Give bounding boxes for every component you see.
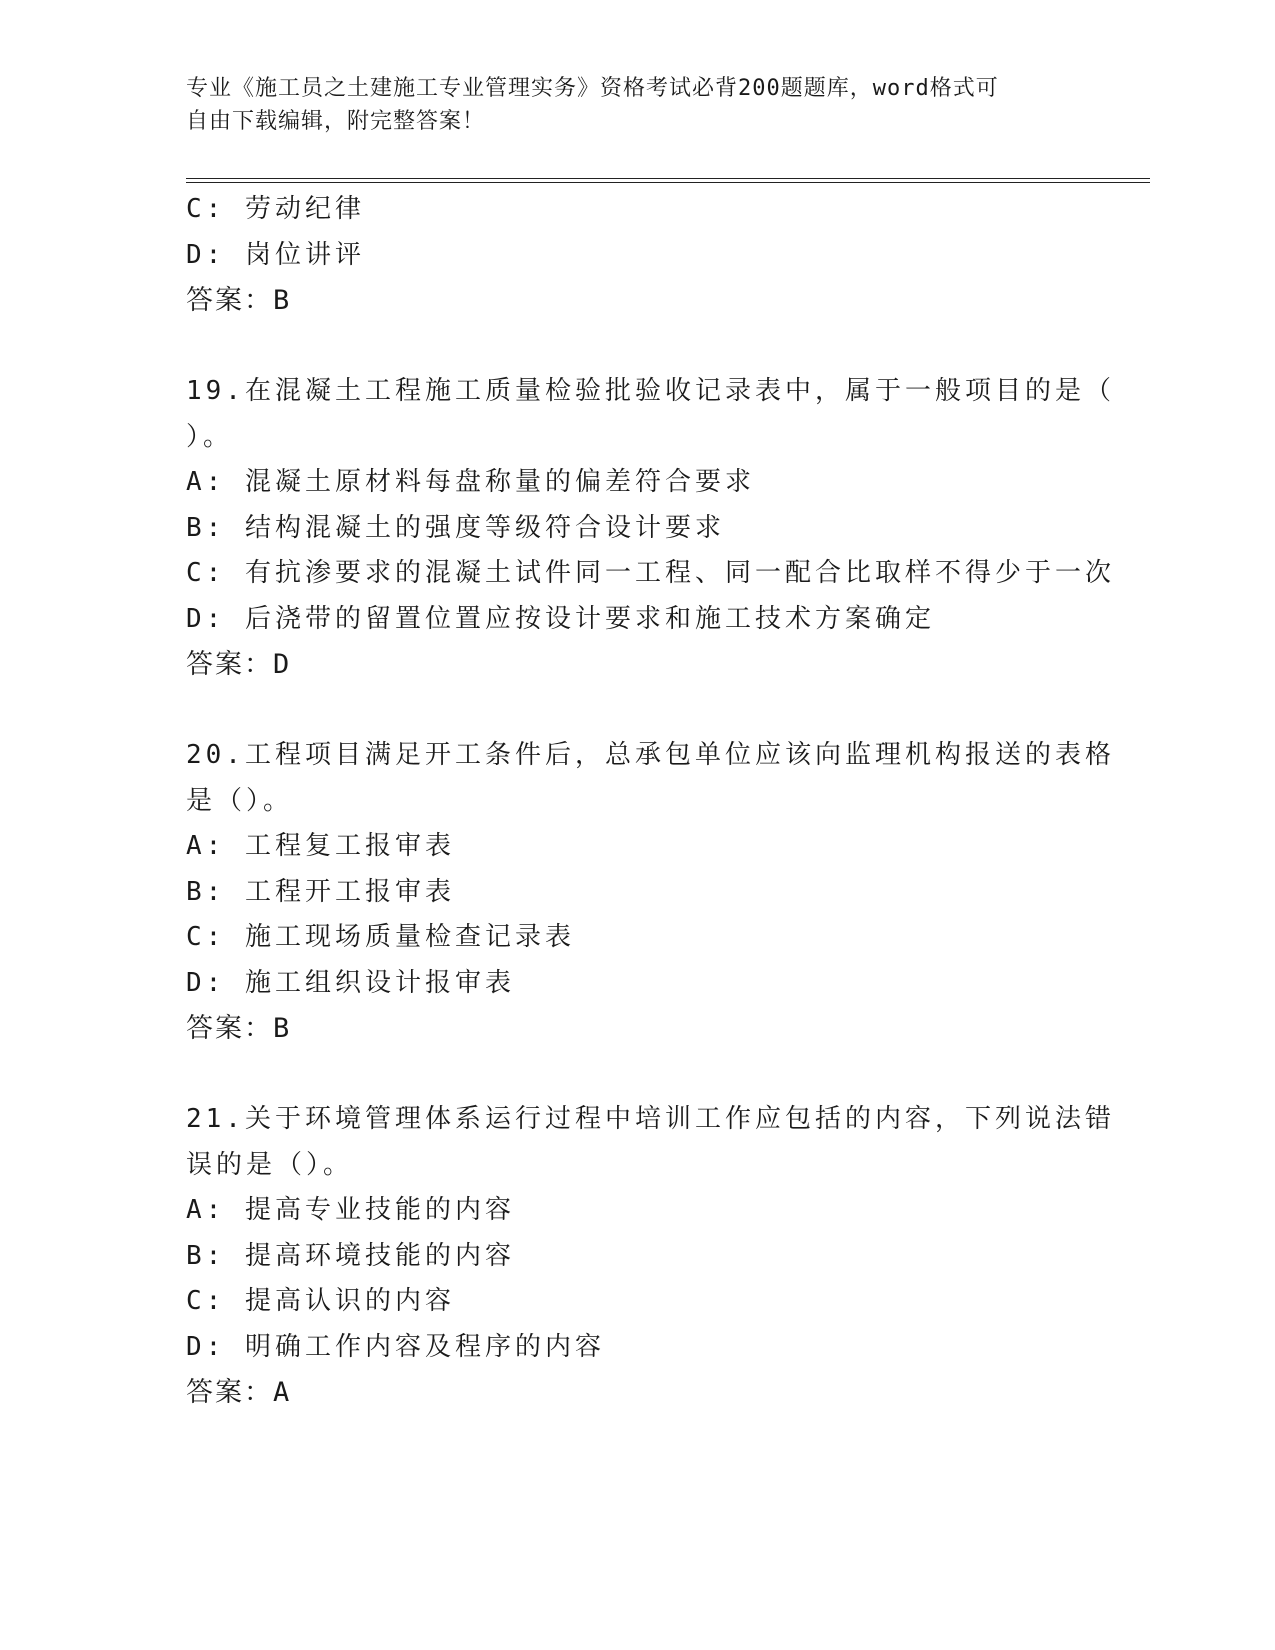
option-d: D: 明确工作内容及程序的内容 bbox=[186, 1331, 605, 1362]
answer-line: 答案：B bbox=[186, 285, 292, 316]
question-stem-line-1: 19.在混凝土工程施工质量检验批验收记录表中，属于一般项目的是（ bbox=[186, 376, 1115, 406]
option-c: C: 有抗渗要求的混凝土试件同一工程、同一配合比取样不得少于一次 bbox=[186, 558, 1115, 588]
answer-line: 答案：A bbox=[186, 1377, 292, 1408]
question-21 bbox=[186, 1097, 1115, 1416]
option-b: B: 结构混凝土的强度等级符合设计要求 bbox=[186, 512, 725, 543]
question-stem-line-1: 20.工程项目满足开工条件后，总承包单位应该向监理机构报送的表格 bbox=[186, 740, 1115, 770]
spacer bbox=[186, 324, 1086, 370]
question-18-tail bbox=[186, 187, 1086, 324]
question-19 bbox=[186, 369, 1115, 688]
spacer bbox=[186, 688, 1086, 734]
option-a: A: 工程复工报审表 bbox=[186, 831, 455, 861]
answer-line: 答案：B bbox=[186, 1013, 292, 1044]
question-stem-line-1: 21.关于环境管理体系运行过程中培训工作应包括的内容，下列说法错 bbox=[186, 1104, 1115, 1134]
header-title-line-2: 自由下载编辑，附完整答案！ bbox=[186, 109, 486, 134]
answer-line: 答案：D bbox=[186, 649, 292, 680]
question-stem-line-2: 是（）。 bbox=[186, 785, 294, 816]
option-c: C: 施工现场质量检查记录表 bbox=[186, 922, 575, 952]
option-d: D: 岗位讲评 bbox=[186, 239, 365, 270]
option-a: A: 混凝土原材料每盘称量的偏差符合要求 bbox=[186, 467, 755, 497]
page-header bbox=[186, 72, 1066, 138]
option-c: C: 提高认识的内容 bbox=[186, 1286, 455, 1316]
question-content bbox=[186, 187, 1115, 1416]
header-rule-top bbox=[186, 178, 1150, 179]
option-a: A: 提高专业技能的内容 bbox=[186, 1195, 515, 1225]
header-rule-bottom bbox=[186, 182, 1150, 183]
header-title-line-1: 专业《施工员之土建施工专业管理实务》资格考试必背200题题库，word格式可 bbox=[186, 76, 999, 101]
spacer bbox=[186, 1052, 1086, 1098]
option-b: B: 提高环境技能的内容 bbox=[186, 1240, 515, 1271]
option-c: C: 劳动纪律 bbox=[186, 194, 365, 224]
option-d: D: 施工组织设计报审表 bbox=[186, 967, 515, 998]
question-20 bbox=[186, 733, 1115, 1052]
question-stem-line-2: ）。 bbox=[186, 421, 234, 452]
question-stem-line-2: 误的是（）。 bbox=[186, 1149, 354, 1180]
option-d: D: 后浇带的留置位置应按设计要求和施工技术方案确定 bbox=[186, 603, 935, 634]
option-b: B: 工程开工报审表 bbox=[186, 876, 455, 907]
